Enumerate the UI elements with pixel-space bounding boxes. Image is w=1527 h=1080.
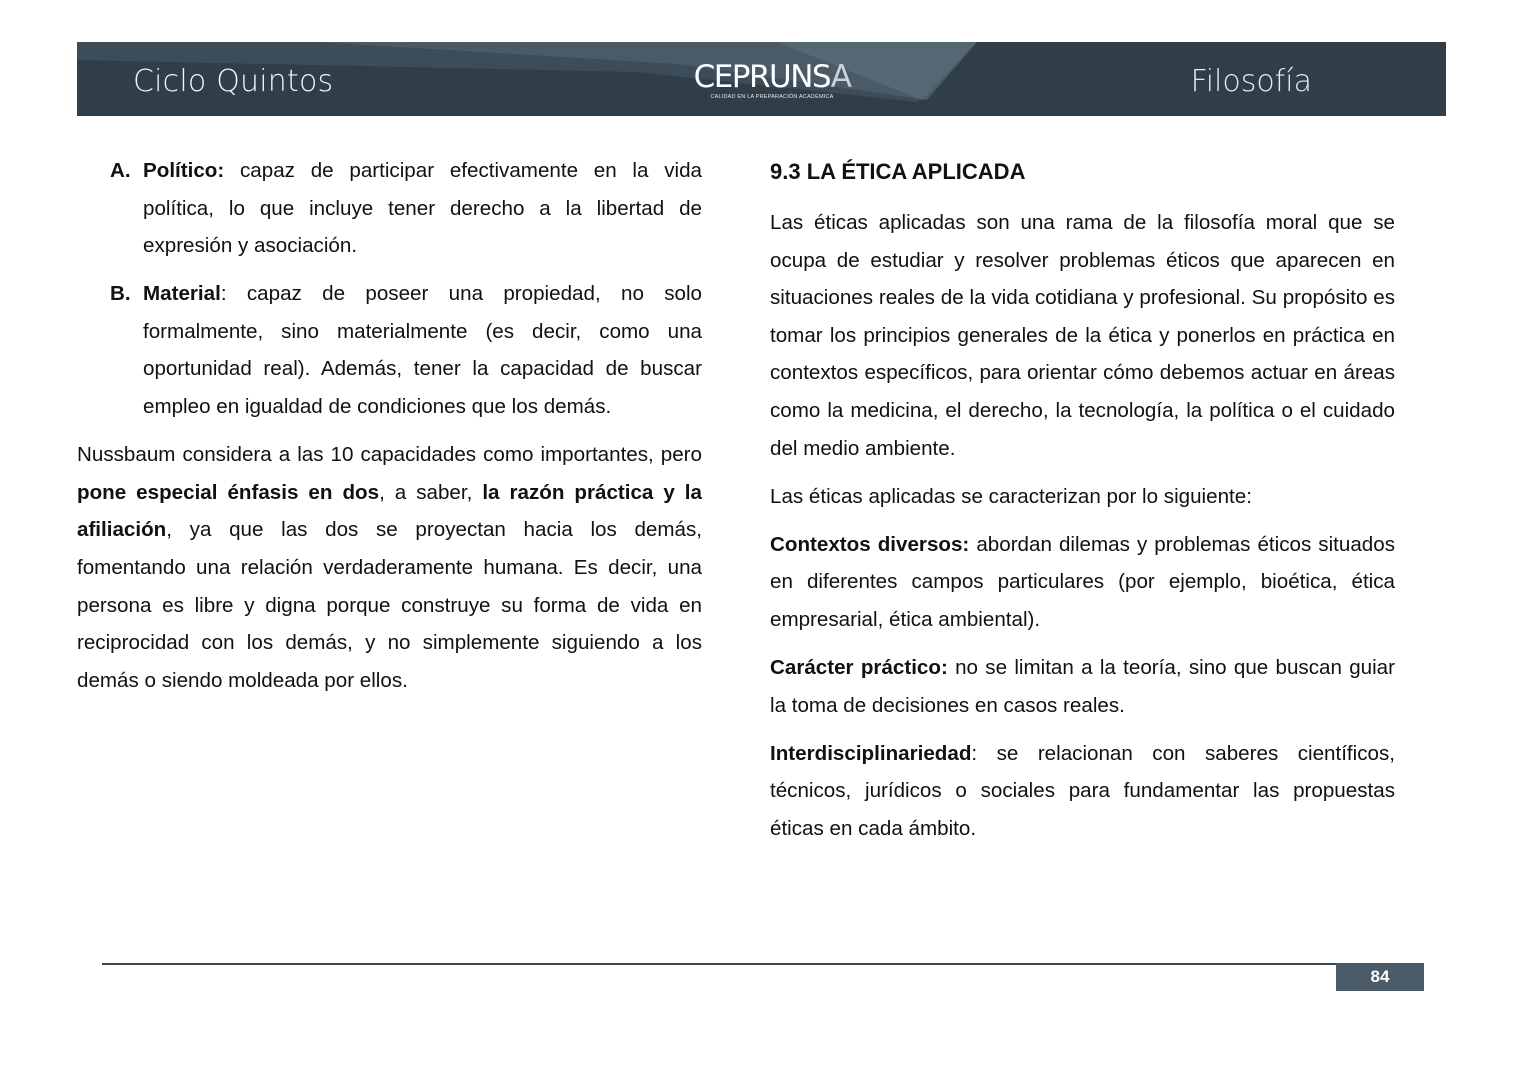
paragraph-emphasis: pone especial énfasis en dos — [77, 480, 380, 504]
list-marker: B. — [110, 282, 131, 306]
lead-paragraph: Las éticas aplicadas se caracterizan por lo siguiente: — [770, 484, 1252, 508]
list-text: capaz de participar efectivamente en la vida política, lo que incluye tener derecho a la libertad de expresión y asociación. — [143, 159, 702, 258]
feature-interdisciplinariedad — [770, 735, 1395, 848]
logo-tagline: CALIDAD EN LA PREPARACIÓN ACADÉMICA — [710, 94, 834, 100]
paragraph-text: , ya que las dos se proyectan hacia los demás, fomentando una relación verdaderamente humana. Es decir, una persona es libre y digna porque construye su forma de vida en reciprocidad con los demás, y no simplemente siguiendo a los demás o siendo moldeada por ellos. — [77, 518, 702, 692]
feature-term: Contextos diversos: — [770, 532, 970, 556]
feature-caracter — [770, 649, 1395, 724]
logo-accent: A — [830, 59, 851, 95]
left-column — [77, 152, 702, 710]
feature-text: : se relacionan con saberes científicos, técnicos, jurídicos o sociales para fundamentar las propuestas éticas en cada ámbito. — [770, 741, 1395, 840]
intro-paragraph: Las éticas aplicadas son una rama de la filosofía moral que se ocupa de estudiar y resolver problemas éticos que aparecen en situaciones reales de la vida cotidiana y profesional. Su propósito es tomar los principios generales de la ética y ponerlos en práctica en contextos específicos, para orientar cómo debemos actuar en áreas como la medicina, el derecho, la tecnología, la política o el cuidado del medio ambiente. — [770, 211, 1395, 460]
page-header — [77, 42, 1446, 116]
list-term: Político: — [143, 159, 225, 182]
right-column — [770, 152, 1395, 858]
cycle-title: Ciclo Quintos — [133, 64, 334, 99]
section-title: 9.3 LA ÉTICA APLICADA — [770, 159, 1026, 184]
feature-term: Carácter práctico: — [770, 656, 948, 680]
feature-term: Interdisciplinariedad — [770, 741, 972, 765]
subject-title: Filosofía — [1190, 64, 1312, 99]
ceprunsa-logo — [687, 59, 857, 100]
list-marker: A. — [110, 159, 131, 182]
footer-divider — [102, 963, 1424, 965]
logo-text: CEPRUNS — [693, 59, 831, 95]
list-text: : capaz de poseer una propiedad, no solo formalmente, sino materialmente (es decir, como una oportunidad real). Además, tener la capacidad de buscar empleo en igualdad de condiciones que los demás. — [143, 282, 702, 419]
feature-text: no se limitan a la teoría, sino que buscan guiar la toma de decisiones en casos reales. — [770, 656, 1395, 717]
list-item-material — [77, 275, 702, 425]
paragraph-emphasis: la razón práctica y la afiliación — [77, 480, 702, 542]
list-item-politico — [77, 152, 702, 265]
paragraph-text: Nussbaum considera a las 10 capacidades como importantes, pero — [77, 443, 702, 467]
feature-contextos — [770, 526, 1395, 639]
paragraph-text: , a saber, — [379, 480, 483, 504]
nussbaum-paragraph — [77, 436, 702, 699]
feature-text: abordan dilemas y problemas éticos situados en diferentes campos particulares (por ejemplo, bioética, ética empresarial, ética ambiental). — [770, 532, 1395, 631]
list-term: Material — [143, 282, 221, 306]
page-number: 84 — [1336, 963, 1424, 991]
